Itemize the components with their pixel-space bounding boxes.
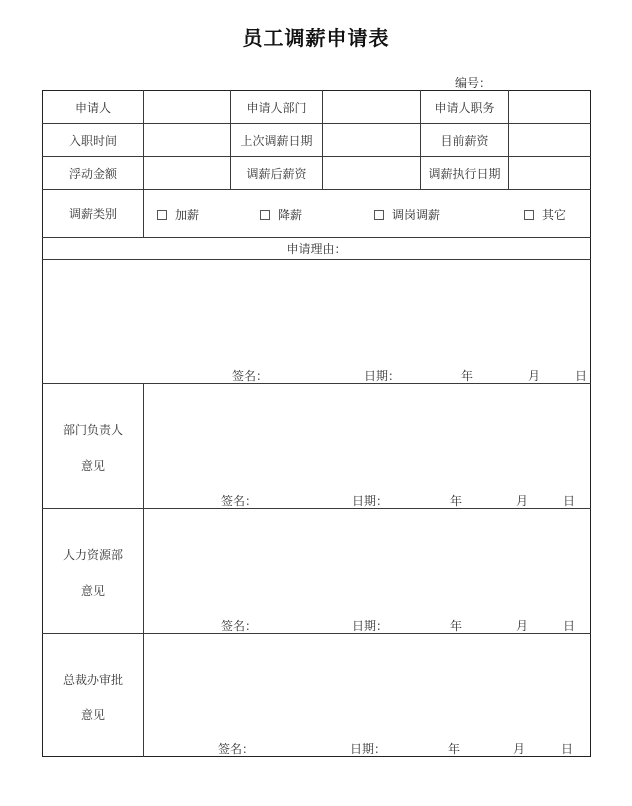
date-label: 日期： [350,742,387,756]
position-label: 申请人职务 [434,100,495,115]
current-salary-label: 目前薪资 [440,133,489,148]
option-label: 其它 [542,208,567,222]
signature-label: 签名： [232,369,269,383]
signature-label: 签名： [221,619,258,633]
checkbox-icon[interactable] [157,210,167,220]
dept-head-opinion-area[interactable] [144,384,590,492]
option-raise[interactable] [157,206,199,223]
day-label: 日 [561,742,574,756]
hire-date-label: 入职时间 [68,133,117,148]
date-label: 日期： [364,369,401,383]
last-adjust-date-label: 上次调薪日期 [240,133,313,148]
reason-label: 申请理由： [286,242,347,256]
effective-date-value[interactable] [509,157,590,189]
document-number-label: 编号： [455,76,492,90]
checkbox-icon[interactable] [374,210,384,220]
day-label: 日 [563,619,576,633]
checkbox-icon[interactable] [524,210,534,220]
signature-label: 签名： [221,494,258,508]
hr-opinion-area[interactable] [144,509,590,617]
month-label: 月 [516,494,529,508]
president-opinion-area[interactable] [144,634,590,740]
hire-date-value[interactable] [144,124,230,156]
month-label: 月 [516,619,529,633]
signature-label: 签名： [218,742,255,756]
date-label: 日期： [352,619,389,633]
option-label: 加薪 [175,208,200,222]
month-label: 月 [528,369,541,383]
adjusted-salary-value[interactable] [323,157,420,189]
current-salary-value[interactable] [509,124,590,156]
form-title: 员工调薪申请表 [242,26,390,50]
opinion-label: 意见 [80,584,105,598]
president-office-label: 总裁办审批 [62,673,123,687]
hr-dept-label: 人力资源部 [62,548,123,562]
option-other[interactable] [524,206,566,223]
department-value[interactable] [323,91,420,123]
float-amount-label: 浮动金额 [68,166,117,181]
applicant-label: 申请人 [74,100,111,115]
adjust-type-label: 调薪类别 [68,207,117,221]
adjusted-salary-label: 调薪后薪资 [246,166,307,181]
year-label: 年 [448,742,461,756]
float-amount-value[interactable] [144,157,230,189]
position-value[interactable] [509,91,590,123]
year-label: 年 [450,494,463,508]
year-label: 年 [461,369,474,383]
last-adjust-date-value[interactable] [323,124,420,156]
opinion-label: 意见 [80,708,105,722]
option-cut[interactable] [260,206,302,223]
opinion-label: 意见 [80,459,105,473]
option-label: 降薪 [278,208,303,222]
option-transfer[interactable] [374,206,440,223]
month-label: 月 [513,742,526,756]
option-label: 调岗调薪 [392,208,441,222]
date-label: 日期： [352,494,389,508]
dept-head-label: 部门负责人 [62,423,123,437]
effective-date-label: 调薪执行日期 [428,166,501,181]
year-label: 年 [450,619,463,633]
reason-input-area[interactable] [43,260,590,368]
department-label: 申请人部门 [246,100,307,115]
applicant-value[interactable] [144,91,230,123]
checkbox-icon[interactable] [260,210,270,220]
day-label: 日 [575,369,588,383]
day-label: 日 [563,494,576,508]
